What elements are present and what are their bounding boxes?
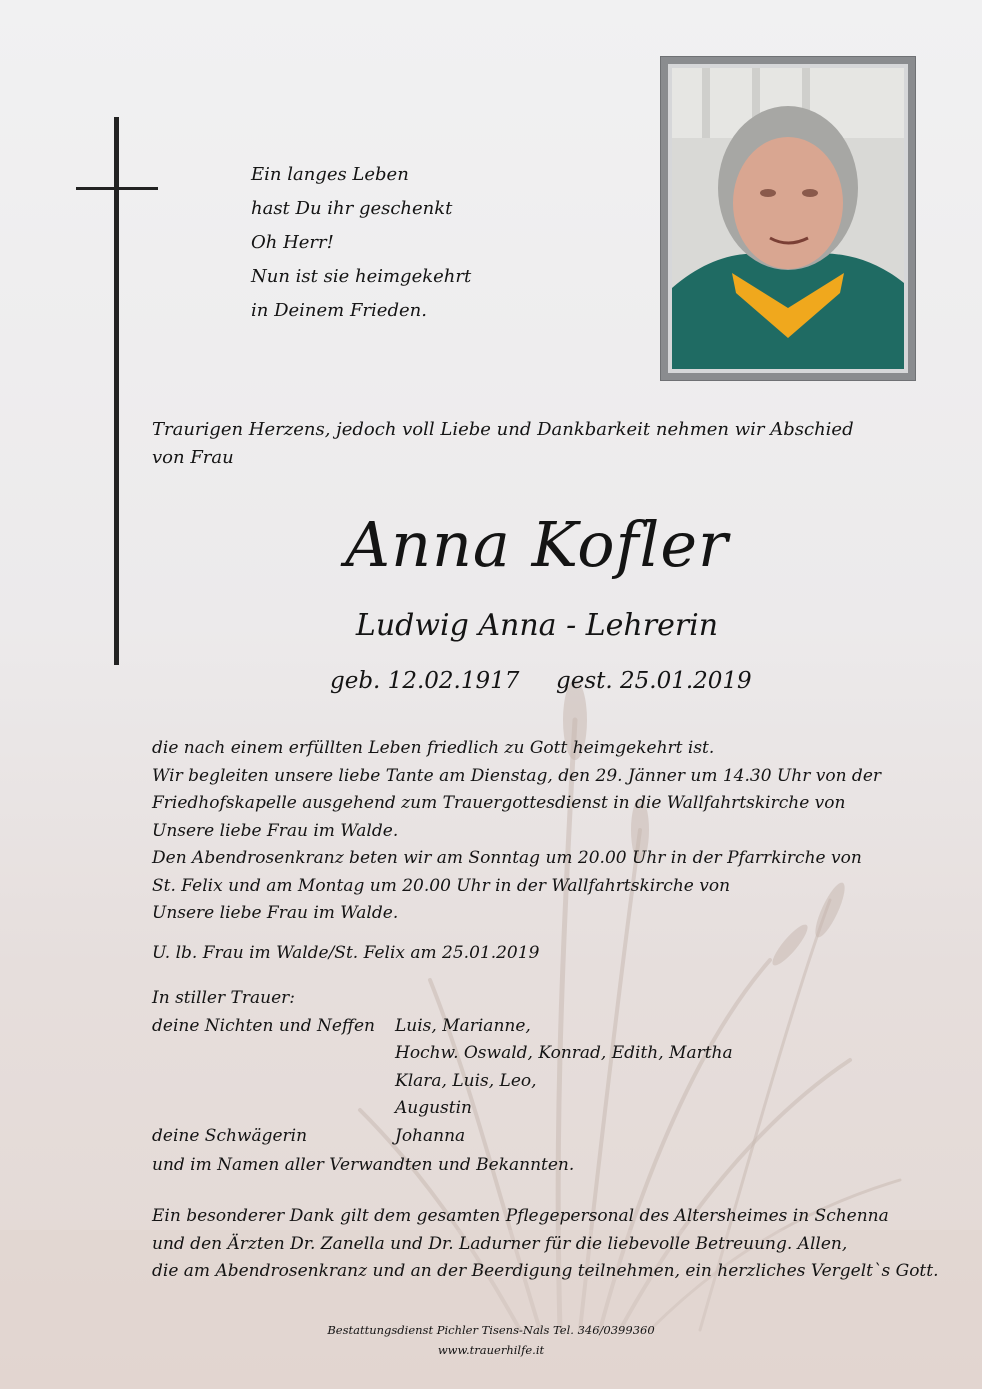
verse-line: Nun ist sie heimgekehrt <box>251 266 472 287</box>
mourner-names-line: Hochw. Oswald, Konrad, Edith, Martha <box>395 1043 733 1063</box>
intro-line: von Frau <box>152 447 234 468</box>
intro-text <box>152 416 854 472</box>
mourner-names-line: Luis, Marianne, <box>395 1016 531 1036</box>
thanks-text <box>152 1203 939 1286</box>
funeral-announcement <box>152 735 881 928</box>
portrait-photo <box>672 68 904 369</box>
memorial-verse <box>251 158 471 328</box>
announcement-line: Wir begleiten unsere liebe Tante am Dienstag, den 29. Jänner um 14.30 Uhr von der <box>152 765 881 786</box>
funeral-home-info: Bestattungsdienst Pichler Tisens-Nals Tel. 346/0399360 <box>327 1323 655 1337</box>
birth-date: geb. 12.02.1917 <box>330 668 520 694</box>
announcement-line: die nach einem erfüllten Leben friedlich zu Gott heimgekehrt ist. <box>152 738 715 758</box>
announcement-line: Unsere liebe Frau im Walde. <box>152 903 399 923</box>
portrait-mat <box>668 64 908 373</box>
mourners-closing: und im Namen aller Verwandten und Bekannten. <box>152 1155 575 1175</box>
cross-horizontal-bar <box>76 187 158 190</box>
mourner-names-line: Johanna <box>395 1126 466 1146</box>
mourner-names-line: Augustin <box>395 1098 472 1118</box>
mourner-group-label: deine Nichten und Neffen <box>152 1016 375 1036</box>
announcement-line: Unsere liebe Frau im Walde. <box>152 820 399 841</box>
cross-vertical-bar <box>114 117 119 665</box>
mourners-title: In stiller Trauer: <box>152 988 295 1008</box>
deceased-name: Anna Kofler <box>345 508 729 581</box>
verse-line: hast Du ihr geschenkt <box>251 198 453 219</box>
thanks-line: und den Ärzten Dr. Zanella und Dr. Ladurner für die liebevolle Betreuung. Allen, <box>152 1233 848 1254</box>
announcement-line: Friedhofskapelle ausgehend zum Trauergottesdienst in die Wallfahrtskirche von <box>152 793 846 813</box>
mourner-names-line: Klara, Luis, Leo, <box>395 1071 537 1091</box>
mourner-group-label: deine Schwägerin <box>152 1126 308 1146</box>
announcement-line: St. Felix und am Montag um 20.00 Uhr in der Wallfahrtskirche von <box>152 875 731 896</box>
verse-line: Oh Herr! <box>251 232 334 253</box>
verse-line: in Deinem Frieden. <box>251 300 427 321</box>
announcement-line: Den Abendrosenkranz beten wir am Sonntag um 20.00 Uhr in der Pfarrkirche von <box>152 848 862 868</box>
deceased-subtitle: Ludwig Anna - Lehrerin <box>355 608 719 643</box>
place-and-date: U. lb. Frau im Walde/St. Felix am 25.01.2019 <box>152 943 540 963</box>
thanks-line: die am Abendrosenkranz und an der Beerdigung teilnehmen, ein herzliches Vergelt`s Gott. <box>152 1261 939 1281</box>
portrait-frame <box>660 56 916 381</box>
intro-line: Traurigen Herzens, jedoch voll Liebe und Dankbarkeit nehmen wir Abschied <box>152 419 854 440</box>
verse-line: Ein langes Leben <box>251 164 409 185</box>
website-link[interactable]: www.trauerhilfe.it <box>437 1343 545 1357</box>
footer <box>0 1320 982 1360</box>
death-date: gest. 25.01.2019 <box>556 668 752 694</box>
thanks-line: Ein besonderer Dank gilt dem gesamten Pflegepersonal des Altersheimes in Schenna <box>152 1206 889 1226</box>
